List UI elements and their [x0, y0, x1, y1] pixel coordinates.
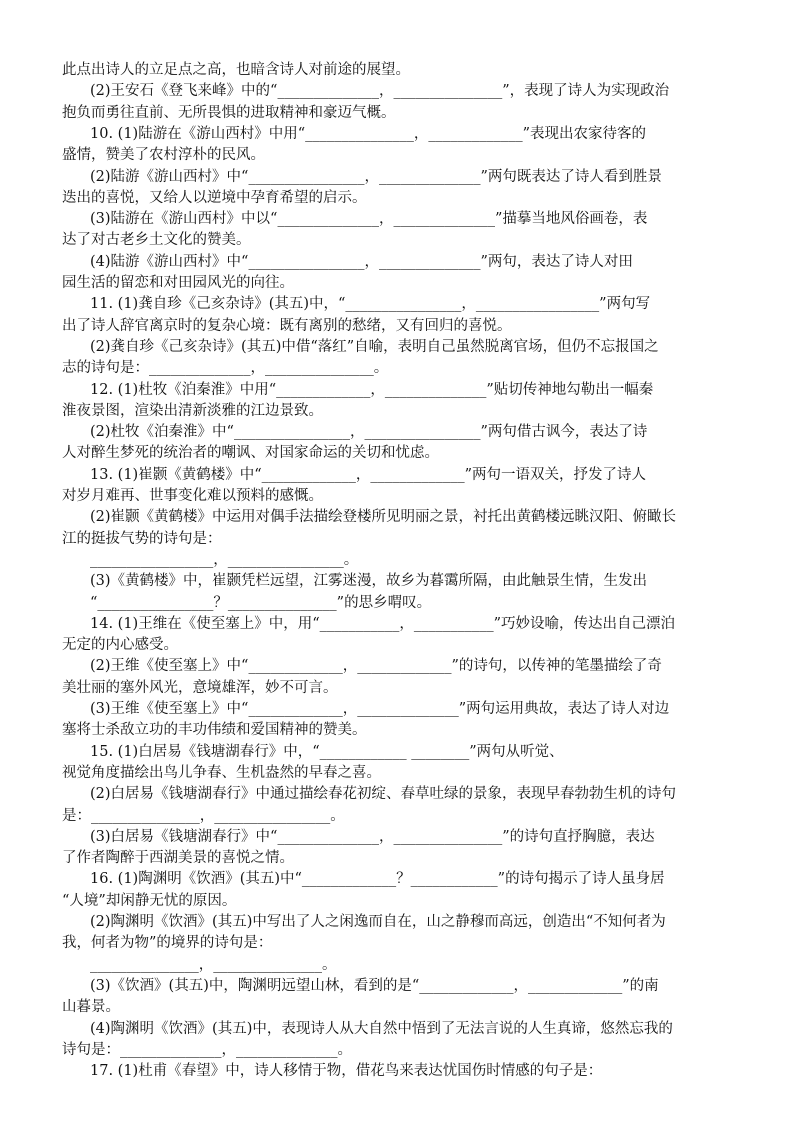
text-line: 人对醉生梦死的统治者的嘲讽、对国家命运的关切和忧虑。: [62, 445, 439, 462]
text-line: 10. (1)陆游在《游山西村》中用“_______________，_____________”表现出农家待客的: [90, 125, 647, 142]
text-line: (4)陆游《游山西村》中“________________，______________”两句，表达了诗人对田: [90, 253, 633, 270]
text-line: 盛情，赞美了农村淳朴的民风。: [62, 147, 265, 164]
text-line: _________________，________________。: [90, 551, 359, 568]
text-line: 我，何者为物”的境界的诗句是：: [62, 935, 273, 952]
text-line: 12. (1)杜牧《泊秦淮》中用“_____________，______________”贴切传神地勾勒出一幅秦: [90, 381, 654, 398]
text-line: (4)陶渊明《饮酒》(其五)中，表现诗人从大自然中悟到了无法言说的人生真谛，悠然忘我的: [90, 1020, 673, 1037]
text-line: 园生活的留恋和对田园风光的向往。: [62, 275, 294, 291]
text-line: “人境”却闲静无忧的原因。: [62, 892, 237, 909]
text-line: (2)杜牧《泊秦淮》中“________________，________________”两句借古讽今，表达了诗: [90, 424, 648, 441]
text-line: 14. (1)王维在《使至塞上》中，用“___________，___________”巧妙设喻，传达出自己漂泊: [90, 615, 676, 632]
text-line: (2)陶渊明《饮酒》(其五)中写出了人之闲逸而自在，山之静穆而高远，创造出“不知何者为: [90, 914, 666, 930]
text-line: 了作者陶醉于西湖美景的喜悦之情。: [62, 850, 294, 867]
text-line: (2)崔颢《黄鹤楼》中运用对偶手法描绘登楼所见明丽之景，衬托出黄鹤楼远眺汉阳、俯瞰长: [90, 509, 677, 526]
text-line: 无定的内心感受。: [62, 637, 178, 654]
text-line: 视觉角度描绘出鸟儿争春、生机盎然的早春之喜。: [62, 764, 381, 781]
text-line: (2)王安石《登飞来峰》中的“______________，_______________”，表现了诗人为实现政治: [90, 83, 670, 100]
text-line: 迭出的喜悦，又给人以逆境中孕育希望的启示。: [62, 189, 367, 206]
text-line: 对岁月难再、世事变化难以预料的感慨。: [62, 488, 323, 504]
text-line: 17. (1)杜甫《春望》中，诗人移情于物，借花鸟来表达忧国伤时情感的句子是：: [90, 1063, 603, 1080]
text-line: 此点出诗人的立足点之高，也暗含诗人对前途的展望。: [62, 62, 410, 78]
text-line: 15. (1)白居易《钱塘湖春行》中，“____________ ________”两句从听觉、: [90, 743, 564, 760]
text-line: 山暮景。: [62, 999, 120, 1016]
text-line: 江的挺拔气势的诗句是：: [62, 530, 222, 547]
text-line: (2)王维《使至塞上》中“_____________，_____________”的诗句，以传神的笔墨描绘了奇: [90, 658, 662, 675]
text-line: (2)白居易《钱塘湖春行》中通过描绘春花初绽、春草吐绿的景象，表现早春勃勃生机的诗句: [90, 786, 677, 803]
text-line: 出了诗人辞官离京时的复杂心境：既有离别的愁绪，又有回归的喜悦。: [62, 317, 512, 334]
text-line: (3)王维《使至塞上》中“_____________，______________”两句运用典故，表达了诗人对边: [90, 701, 670, 717]
text-line: 达了对古老乡土文化的赞美。: [62, 232, 251, 249]
text-line: 美壮丽的塞外风光，意境雄浑，妙不可言。: [62, 679, 338, 696]
text-line: 志的诗句是：______________，_______________。: [62, 360, 389, 377]
text-line: (3)《黄鹤楼》中，崔颢凭栏远望，江雾迷漫，故乡为暮霭所隔，由此触景生情，生发出: [90, 573, 648, 590]
text-line: 抱负而勇往直前、无所畏惧的进取精神和豪迈气概。: [62, 104, 396, 121]
text-line: 淮夜景图，渲染出清新淡雅的江边景致。: [62, 402, 323, 419]
text-line: (3)白居易《钱塘湖春行》中“______________，_______________”的诗句直抒胸臆，表达: [90, 828, 655, 845]
text-line: 13. (1)崔颢《黄鹤楼》中“_____________，_____________”两句一语双关，抒发了诗人: [90, 466, 647, 483]
text-line: 诗句是：______________，______________。: [62, 1041, 352, 1058]
text-line: (2)陆游《游山西村》中“________________，______________”两句既表达了诗人看到胜景: [90, 168, 662, 185]
text-line: (3)陆游在《游山西村》中以“______________，______________”描摹当地风俗画卷，表: [90, 211, 648, 228]
text-line: (2)龚自珍《己亥杂诗》(其五)中借“落红”自喻，表明自己虽然脱离官场，但仍不忘报国之: [90, 338, 659, 355]
text-line: 16. (1)陶渊明《饮酒》(其五)中“_____________？____________”的诗句揭示了诗人虽身居: [90, 871, 665, 888]
text-line: _______________，_______________。: [90, 956, 337, 973]
text-line: 塞将士杀敌立功的丰功伟绩和爱国精神的赞美。: [62, 722, 367, 739]
text-line: (3)《饮酒》(其五)中，陶渊明远望山林，看到的是“_____________，_____________”的南: [90, 977, 659, 994]
text-line: 是：_______________，________________。: [62, 807, 345, 824]
text-line: 11. (1)龚自珍《己亥杂诗》(其五)中，“________________，_________________”两句写: [90, 296, 651, 313]
text-line: “________________？_______________”的思乡喟叹。: [90, 594, 432, 611]
